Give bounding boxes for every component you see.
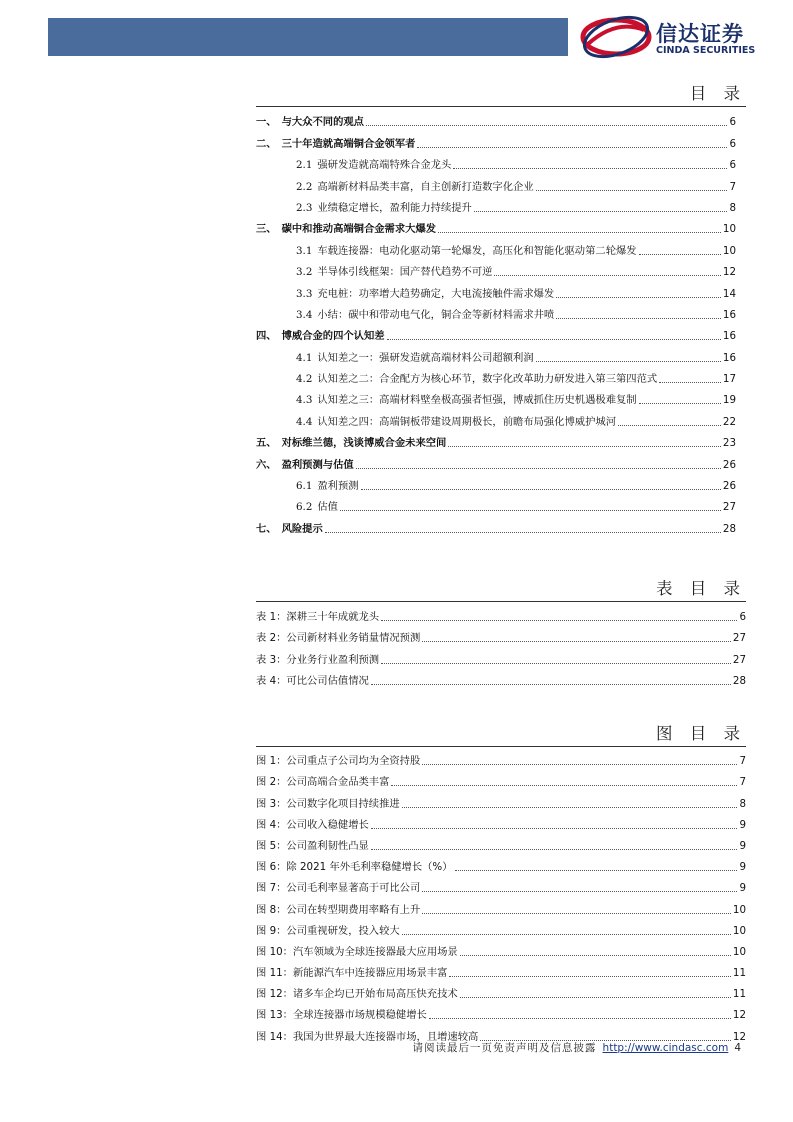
page-footer [413, 1040, 741, 1055]
toc-entry[interactable] [256, 450, 736, 471]
figure-entry[interactable] [256, 789, 746, 810]
toc-entry[interactable] [256, 172, 736, 193]
toc-entry-text: 估值 [317, 501, 338, 514]
figure-entry[interactable] [256, 832, 746, 853]
leader-dots [381, 620, 737, 621]
leader-dots [460, 955, 731, 956]
toc-entry-number: 2.1 [296, 159, 313, 172]
leader-dots [402, 807, 738, 808]
page-number: 4 [734, 1042, 741, 1054]
header-bar [48, 18, 568, 56]
table-entry[interactable] [256, 624, 746, 645]
toc-entry-number: 4.1 [296, 351, 313, 364]
toc-entry[interactable] [256, 343, 736, 364]
leader-dots [361, 489, 721, 490]
table-entry[interactable] [256, 667, 746, 688]
figure-entry-page: 8 [739, 797, 746, 810]
figure-entry-label: 图 1：公司重点子公司均为全资持股 [256, 755, 421, 768]
toc-entry-page: 17 [722, 373, 736, 386]
toc-entry-number: 4.3 [296, 394, 313, 407]
figure-entry-page: 11 [732, 988, 746, 1001]
figure-entry-page: 9 [739, 861, 746, 874]
toc-entry[interactable] [256, 151, 736, 172]
toc-entry[interactable] [256, 514, 736, 535]
leader-dots [371, 849, 738, 850]
toc-entry-number: 四、 [256, 330, 277, 343]
figure-entry-label: 图 2：公司高端合金品类丰富 [256, 776, 390, 789]
leader-dots [556, 297, 721, 298]
toc-entry[interactable] [256, 322, 736, 343]
figure-entry[interactable] [256, 768, 746, 789]
toc-entry-number: 七、 [256, 522, 277, 535]
toc-entry-text: 盈利预测 [317, 480, 359, 493]
table-entry-page: 6 [739, 611, 746, 624]
toc-entry-number: 3.4 [296, 308, 313, 321]
figure-entry[interactable] [256, 980, 746, 1001]
leader-dots [381, 663, 731, 664]
toc-entry-page: 16 [722, 308, 736, 321]
logo-name-en: CINDA SECURITIES [656, 45, 756, 56]
figure-entry[interactable] [256, 747, 746, 768]
toc-entry-page: 14 [722, 287, 736, 300]
toc-entry-number: 4.2 [296, 373, 313, 386]
leader-dots [429, 1018, 731, 1019]
toc-entry[interactable] [256, 365, 736, 386]
figure-entry-page: 10 [732, 945, 746, 958]
toc-entry-page: 28 [722, 522, 736, 535]
leader-dots [438, 232, 721, 233]
toc-entry-number: 6.1 [296, 480, 313, 493]
toc-entry-number: 一、 [256, 116, 277, 129]
table-entry-label: 表 1：深耕三十年成就龙头 [256, 611, 380, 624]
figure-entry-page: 12 [732, 1009, 746, 1022]
toc-entry-number: 3.2 [296, 266, 313, 279]
toc-title: 目 录 [689, 84, 746, 103]
figure-entry-page: 12 [732, 1030, 746, 1043]
leader-dots [536, 361, 721, 362]
leader-dots [422, 641, 731, 642]
toc-entry-text: 业绩稳定增长，盈利能力持续提升 [317, 201, 472, 214]
leader-dots [474, 211, 728, 212]
toc-entry-text: 对标维兰德，浅谈博威合金未来空间 [281, 437, 447, 450]
toc-entry-page: 16 [722, 330, 736, 343]
figure-entry[interactable] [256, 811, 746, 832]
toc-entry-page: 23 [722, 437, 736, 450]
toc-entry[interactable] [256, 194, 736, 215]
toc-entry-number: 二、 [256, 137, 277, 150]
toc-entry[interactable] [256, 258, 736, 279]
toc-entry[interactable] [256, 493, 736, 514]
leader-dots [494, 275, 720, 276]
figure-entry-label: 图 9：公司重视研发，投入较大 [256, 924, 400, 937]
toc-entry[interactable] [256, 108, 736, 129]
toc-entry-page: 16 [722, 351, 736, 364]
leader-dots [422, 891, 737, 892]
figure-entry-label: 图 12：诸多车企均已开始布局高压快充技术 [256, 988, 458, 1001]
figure-entry[interactable] [256, 1001, 746, 1022]
toc-entry-page: 6 [729, 137, 736, 150]
table-entry[interactable] [256, 603, 746, 624]
figure-entry-label: 图 14：我国为世界最大连接器市场，且增速较高 [256, 1030, 479, 1043]
figure-entry[interactable] [256, 874, 746, 895]
toc-entry[interactable] [256, 386, 736, 407]
company-logo [580, 14, 780, 60]
logo-name-cn: 信达证券 [656, 22, 744, 46]
leader-dots [340, 510, 721, 511]
figure-entry-page: 10 [732, 924, 746, 937]
toc-entry-number: 2.2 [296, 180, 313, 193]
toc-entry-number: 三、 [256, 223, 277, 236]
toc-entry-text: 小结：碳中和带动电气化，铜合金等新材料需求井喷 [317, 308, 555, 321]
leader-dots [387, 339, 721, 340]
figures-title: 图 目 录 [656, 724, 746, 743]
toc-entry-text: 认知差之三：高端材料壁垒极高强者恒强，博威抓住历史机遇极难复制 [317, 394, 637, 407]
figure-entry[interactable] [256, 938, 746, 959]
toc-entry-text: 半导体引线框架：国产替代趋势不可逆 [317, 266, 493, 279]
toc-entry-text: 认知差之一：强研发造就高端材料公司超额利润 [317, 351, 534, 364]
figure-entry-page: 7 [739, 776, 746, 789]
toc-entry-text: 车载连接器：电动化驱动第一轮爆发，高压化和智能化驱动第二轮爆发 [317, 244, 637, 257]
toc-entry-text: 认知差之二：合金配方为核心环节，数字化改革助力研发进入第三第四范式 [317, 373, 658, 386]
figure-entry-label: 图 13：全球连接器市场规模稳健增长 [256, 1009, 427, 1022]
leader-dots [449, 976, 730, 977]
toc-entry[interactable] [256, 301, 736, 322]
table-entry-page: 28 [732, 674, 746, 687]
leader-dots [639, 254, 721, 255]
leader-dots [453, 168, 727, 169]
figure-entry-label: 图 6：除 2021 年外毛利率稳健增长（%） [256, 861, 453, 874]
table-of-contents [256, 108, 736, 536]
toc-entry-page: 27 [722, 501, 736, 514]
toc-entry-text: 三十年造就高端铜合金领军者 [281, 137, 416, 150]
toc-entry-page: 8 [729, 201, 736, 214]
leader-dots [356, 468, 721, 469]
figure-entry-page: 7 [739, 755, 746, 768]
toc-entry-number: 六、 [256, 458, 277, 471]
toc-entry-page: 7 [729, 180, 736, 193]
leader-dots [402, 934, 731, 935]
leader-dots [455, 870, 738, 871]
toc-entry-text: 盈利预测与估值 [281, 458, 354, 471]
figure-entry-label: 图 3：公司数字化项目持续推进 [256, 797, 400, 810]
toc-entry[interactable] [256, 129, 736, 150]
leader-dots [371, 684, 731, 685]
toc-entry-page: 10 [722, 223, 736, 236]
figure-entry-label: 图 5：公司盈利韧性凸显 [256, 839, 369, 852]
toc-entry-page: 26 [722, 458, 736, 471]
table-entry-label: 表 2：公司新材料业务销量情况预测 [256, 632, 421, 645]
toc-entry-text: 博威合金的四个认知差 [281, 330, 385, 343]
toc-entry[interactable] [256, 236, 736, 257]
disclaimer-notice: 请阅读最后一页免责声明及信息披露 [412, 1042, 597, 1054]
figure-entry-page: 10 [732, 903, 746, 916]
toc-entry-text: 风险提示 [281, 522, 323, 535]
leader-dots [556, 318, 721, 319]
toc-entry[interactable] [256, 472, 736, 493]
tables-title: 表 目 录 [656, 579, 746, 598]
table-entry[interactable] [256, 645, 746, 666]
cinda-logo-icon [580, 14, 652, 60]
toc-entry-page: 19 [722, 394, 736, 407]
leader-dots [639, 403, 721, 404]
table-list [256, 603, 746, 688]
figure-entry[interactable] [256, 959, 746, 980]
leader-dots [659, 382, 721, 383]
leader-dots [536, 190, 728, 191]
toc-entry-page: 26 [722, 480, 736, 493]
toc-entry[interactable] [256, 407, 736, 428]
figure-entry-label: 图 10：汽车领域为全球连接器最大应用场景 [256, 945, 458, 958]
table-entry-page: 27 [732, 632, 746, 645]
toc-entry-number: 五、 [256, 437, 277, 450]
toc-entry[interactable] [256, 279, 736, 300]
leader-dots [422, 913, 731, 914]
leader-dots [325, 532, 721, 533]
tables-divider [256, 601, 746, 602]
leader-dots [448, 446, 721, 447]
toc-entry-number: 3.1 [296, 244, 313, 257]
table-entry-page: 27 [732, 653, 746, 666]
figure-entry-label: 图 8：公司在转型期费用率略有上升 [256, 903, 421, 916]
toc-entry-page: 12 [722, 266, 736, 279]
toc-entry-page: 6 [729, 159, 736, 172]
figure-entry-page: 9 [739, 839, 746, 852]
figure-list [256, 747, 746, 1044]
figure-entry-page: 9 [739, 818, 746, 831]
toc-entry-number: 6.2 [296, 501, 313, 514]
figure-entry[interactable] [256, 895, 746, 916]
leader-dots [422, 764, 737, 765]
toc-entry-page: 6 [729, 116, 736, 129]
toc-entry-text: 充电桩：功率增大趋势确定，大电流接触件需求爆发 [317, 287, 555, 300]
toc-entry-number: 3.3 [296, 287, 313, 300]
figure-entry-page: 9 [739, 882, 746, 895]
toc-divider [256, 106, 746, 107]
toc-entry[interactable] [256, 429, 736, 450]
toc-entry-number: 2.3 [296, 201, 313, 214]
figure-entry-label: 图 11：新能源汽车中连接器应用场景丰富 [256, 967, 448, 980]
figure-entry-label: 图 4：公司收入稳健增长 [256, 818, 369, 831]
leader-dots [371, 828, 738, 829]
figure-entry-label: 图 7：公司毛利率显著高于可比公司 [256, 882, 421, 895]
toc-entry-text: 碳中和推动高端铜合金需求大爆发 [281, 223, 437, 236]
toc-entry-text: 高端新材料品类丰富，自主创新打造数字化企业 [317, 180, 534, 193]
website-link[interactable]: http://www.cindasc.com [602, 1042, 729, 1054]
toc-entry[interactable] [256, 215, 736, 236]
table-entry-label: 表 3：分业务行业盈利预测 [256, 653, 380, 666]
toc-entry-number: 4.4 [296, 415, 313, 428]
table-entry-label: 表 4：可比公司估值情况 [256, 674, 369, 687]
toc-entry-page: 10 [722, 244, 736, 257]
toc-entry-text: 强研发造就高端特殊合金龙头 [317, 159, 452, 172]
figure-entry-page: 11 [732, 967, 746, 980]
leader-dots [417, 147, 727, 148]
toc-entry-page: 22 [722, 415, 736, 428]
toc-entry-text: 认知差之四：高端铜板带建设周期极长，前瞻布局强化博威护城河 [317, 415, 616, 428]
figure-entry[interactable] [256, 917, 746, 938]
figure-entry[interactable] [256, 853, 746, 874]
leader-dots [618, 425, 721, 426]
leader-dots [366, 125, 727, 126]
toc-entry-text: 与大众不同的观点 [281, 116, 364, 129]
leader-dots [391, 785, 737, 786]
leader-dots [460, 997, 731, 998]
